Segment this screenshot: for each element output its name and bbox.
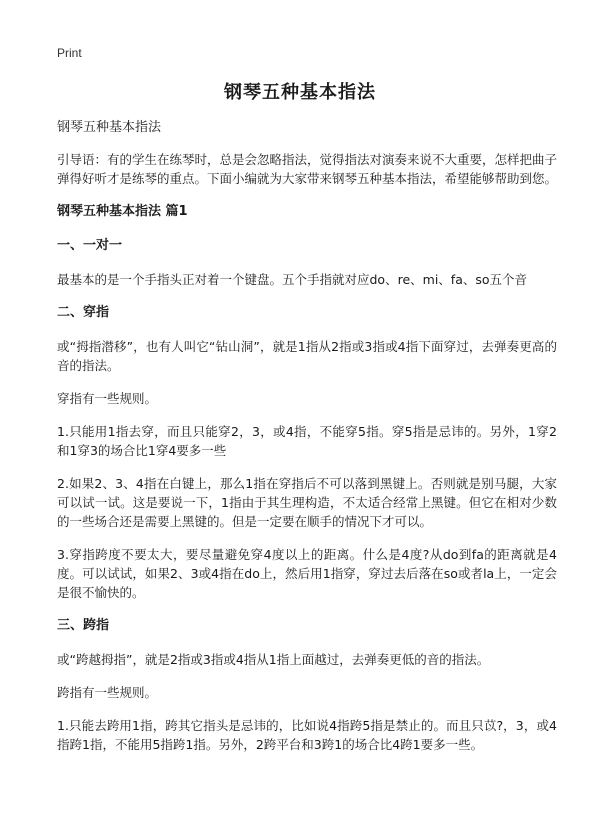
heading-cross-over: 三、跨指 (57, 618, 110, 633)
paragraph-cross-over-intro: 或“跨越拇指”，就是2指或3指或4指从1指上面越过，去弹奏更低的音的指法。 (57, 652, 490, 667)
paragraph-thumb-under-rule-2: 2.如果2、3、4指在白键上，那么1指在穿指后不可以落到黑键上。否则就是别马腿，大家可以试一试。这是要说一下，1指由于其生理构造，不太适合经常上黑键。但它在相对少数的一些场合还是需要上黑键的。但是一定要在顺手的情况下才可以。 (57, 476, 557, 529)
section-title: 钢琴五种基本指法 篇1 (57, 204, 188, 219)
paragraph-thumb-under-rule-3: 3.穿指跨度不要太大，要尽量避免穿4度以上的距离。什么是4度?从do到fa的距离就是4度。可以试试，如果2、3或4指在do上，然后用1指穿，穿过去后落在so或者la上，一定会是很不愉快的。 (57, 547, 557, 600)
document-body (57, 118, 557, 768)
heading-thumb-under: 二、穿指 (57, 305, 110, 320)
paragraph-thumb-under-intro: 或“拇指潜移”，也有人叫它“钻山洞”，就是1指从2指或3指或4指下面穿过，去弹奏更高的音的指法。 (57, 339, 557, 373)
paragraph-cross-over-rules: 跨指有一些规则。 (57, 685, 158, 700)
paragraph-thumb-under-rule-1: 1.只能用1指去穿，而且只能穿2，3，或4指，不能穿5指。穿5指是忌讳的。另外，1穿2和1穿3的场合比1穿4要多一些 (57, 424, 557, 458)
intro-paragraph: 引导语：有的学生在练琴时，总是会忽略指法，觉得指法对演奏来说不大重要，怎样把曲子弹得好听才是练琴的重点。下面小编就为大家带来钢琴五种基本指法，希望能够帮助到您。 (57, 152, 558, 186)
document-title: 钢琴五种基本指法 (224, 82, 376, 103)
paragraph-thumb-under-rules: 穿指有一些规则。 (57, 391, 158, 406)
print-link[interactable]: Print (57, 46, 82, 60)
paragraph-cross-over-rule-1: 1.只能去跨用1指，跨其它指头是忌讳的，比如说4指跨5指是禁止的。而且只苡?，3，或4指跨1指，不能用5指跨1指。另外，2跨平台和3跨1的场合比4跨1要多一些。 (57, 718, 557, 752)
paragraph-one-to-one: 最基本的是一个手指头正对着一个键盘。五个手指就对应do、re、mi、fa、so五个音 (57, 272, 528, 287)
heading-one-to-one: 一、一对一 (57, 238, 123, 253)
document-subtitle: 钢琴五种基本指法 (57, 120, 162, 135)
